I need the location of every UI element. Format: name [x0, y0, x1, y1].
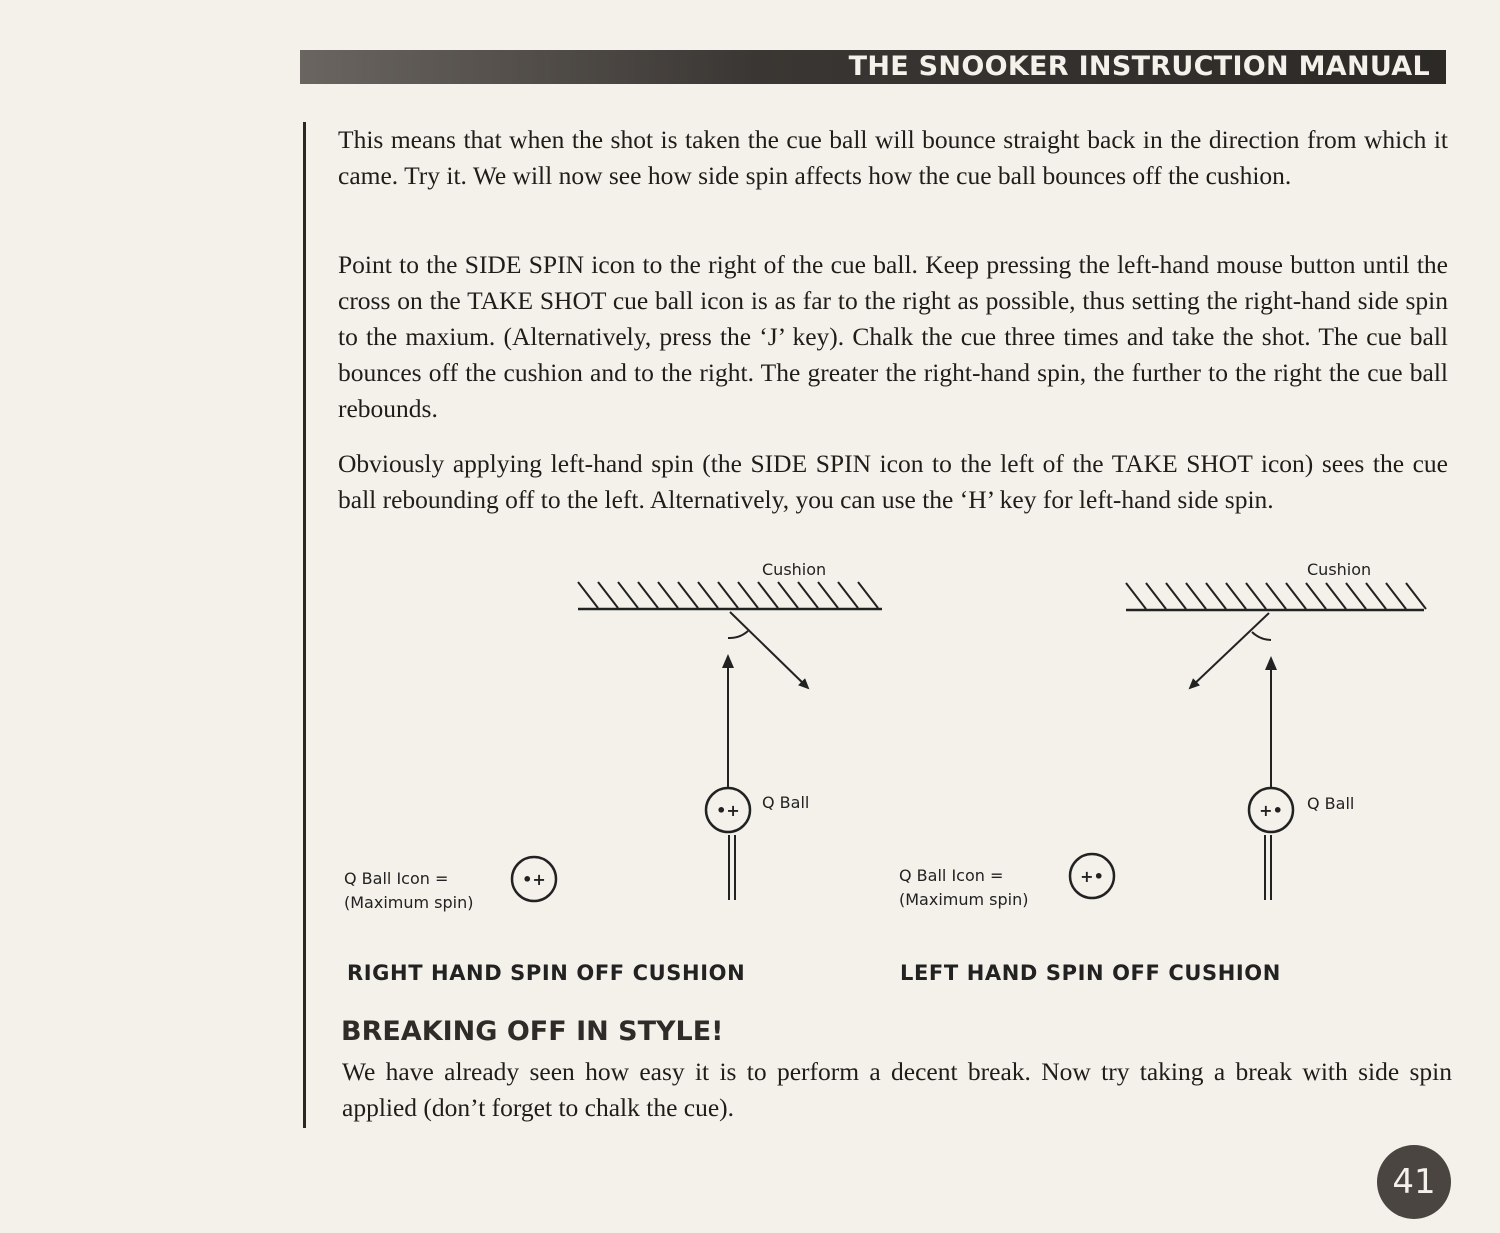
caption-right-hand-spin: RIGHT HAND SPIN OFF CUSHION — [347, 961, 746, 985]
caption-left-hand-spin: LEFT HAND SPIN OFF CUSHION — [900, 961, 1281, 985]
icon-label-left-1: Q Ball Icon = — [899, 866, 1004, 885]
icon-glyph-right: •+ — [522, 870, 546, 889]
angle-arc-right — [728, 631, 748, 638]
page-number: 41 — [1377, 1145, 1451, 1219]
up-arrowhead-left — [1265, 656, 1277, 670]
diagram-right-spin — [512, 582, 882, 901]
rebound-arrow-left — [1190, 613, 1269, 688]
cue-ball-label-right: Q Ball — [762, 793, 810, 812]
rebound-arrow-right — [730, 612, 808, 688]
icon-label-right-2: (Maximum spin) — [344, 893, 474, 912]
margin-rule — [303, 122, 306, 1128]
cushion-hatching-right — [578, 582, 878, 608]
paragraph-1: This means that when the shot is taken the cue ball will bounce straight back in the direction from which it came. Try it. We will now see how side spin affects how the cue ball bounces off the cushion. — [338, 125, 1448, 190]
cushion-label-left: Cushion — [1307, 560, 1372, 579]
section-paragraph: We have already seen how easy it is to perform a decent break. Now try taking a break with side spin applied (don’t forget to chalk the cue). — [342, 1057, 1452, 1122]
section-heading: BREAKING OFF IN STYLE! — [341, 1016, 724, 1047]
spin-diagrams — [330, 550, 1450, 990]
diagram-left-spin — [1070, 583, 1426, 900]
cushion-label-right: Cushion — [762, 560, 827, 579]
up-arrowhead-right — [722, 654, 734, 668]
icon-label-right-1: Q Ball Icon = — [344, 869, 449, 888]
cue-ball-glyph-left: +• — [1259, 801, 1283, 820]
paragraph-2: Point to the SIDE SPIN icon to the right of the cue ball. Keep pressing the left-hand mouse button until the cross on the TAKE SHOT cue ball icon is as far to the right as possible, thus setting the right-hand side spin to the maxium. (Alternatively, press the ‘J’ key). Chalk the cue three times and take the shot. The cue ball bounces off the cushion and to the right. The greater the right-hand spin, the further to the right the cue ball rebounds. — [338, 250, 1448, 423]
header-bar — [300, 50, 1446, 84]
icon-glyph-left: +• — [1080, 867, 1104, 886]
paragraph-3: Obviously applying left-hand spin (the SIDE SPIN icon to the left of the TAKE SHOT icon) sees the cue ball rebounding off to the left. Alternatively, you can use the ‘H’ key for left-hand side spin. — [338, 449, 1448, 514]
icon-label-left-2: (Maximum spin) — [899, 890, 1029, 909]
spin-diagram-drawing — [330, 550, 1450, 990]
cue-ball-glyph-right: •+ — [716, 801, 740, 820]
header-title: THE SNOOKER INSTRUCTION MANUAL — [848, 51, 1430, 82]
cushion-hatching-left — [1126, 583, 1426, 609]
cue-ball-label-left: Q Ball — [1307, 794, 1355, 813]
angle-arc-left — [1252, 632, 1271, 640]
